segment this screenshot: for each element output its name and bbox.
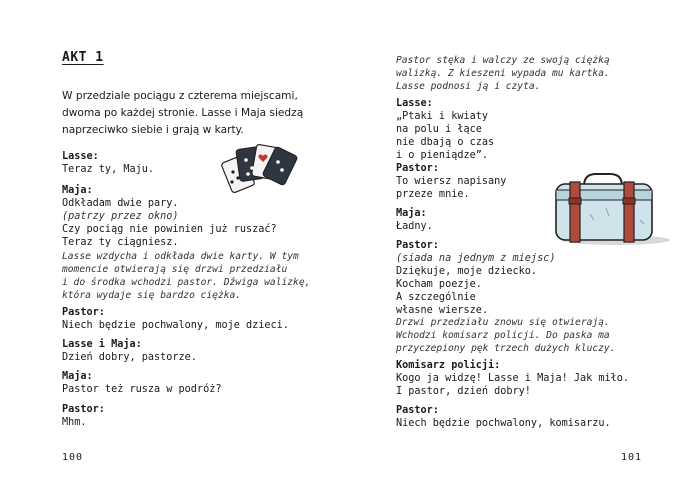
stage-direction-line: i do środka wchodzi pastor. Dźwiga walizkę, — [62, 277, 311, 288]
speaker-name: Pastor: — [62, 307, 105, 318]
speaker-name: Pastor: — [62, 404, 105, 415]
stage-direction-line: Pastor stęka i walczy ze swoją ciężką — [396, 55, 610, 66]
dialogue-line: Niech będzie pochwalony, komisarzu. — [396, 418, 611, 429]
poem-line: na polu i łące — [396, 124, 482, 135]
dialogue-line: Czy pociąg nie powinien już ruszać? — [62, 224, 277, 235]
dialogue-line: To wiersz napisany — [396, 176, 507, 187]
stage-direction-line: Drzwi przedziału znowu się otwierają. — [396, 317, 610, 328]
stage-direction-line: walizką. Z kieszeni wypada mu kartka. — [396, 68, 610, 79]
stage-direction-line: Lasse wzdycha i odkłada dwie karty. W tym — [62, 251, 299, 262]
dialogue-line: Dziękuje, moje dziecko. — [396, 266, 538, 277]
dialogue-line: Niech będzie pochwalony, moje dzieci. — [62, 320, 289, 331]
page-number-left: 100 — [62, 452, 84, 463]
speaker-name: Lasse i Maja: — [62, 339, 142, 350]
speaker-name: Maja: — [62, 371, 93, 382]
page-number-right: 101 — [621, 452, 643, 463]
stage-direction: (patrzy przez okno) — [62, 211, 179, 222]
speaker-name: Lasse: — [396, 98, 433, 109]
suitcase-illustration — [546, 164, 672, 248]
dialogue-line: Teraz ty, Maju. — [62, 164, 155, 175]
poem-line: „Ptaki i kwiaty — [396, 111, 489, 122]
dialogue-line: A szczególnie — [396, 292, 476, 303]
speaker-name: Lasse: — [62, 151, 99, 162]
speaker-name: Pastor: — [396, 163, 439, 174]
dialogue-block — [396, 404, 656, 430]
speaker-name: Pastor: — [396, 240, 439, 251]
stage-direction-line: Lasse podnosi ją i czyta. — [396, 81, 541, 92]
stage-direction-line: przyczepiony pęk trzech dużych kluczy. — [396, 343, 616, 354]
speaker-name: Maja: — [62, 185, 93, 196]
dialogue-block — [396, 359, 676, 398]
stage-direction-paragraph — [396, 54, 656, 93]
poem-line: i o pieniądze”. — [396, 150, 489, 161]
dialogue-line: Kocham poezje. — [396, 279, 482, 290]
stage-direction-line: która wydaje się bardzo ciężka. — [62, 290, 242, 301]
dialogue-block — [396, 97, 656, 162]
stage-direction-paragraph — [396, 316, 656, 355]
dialogue-line: Teraz ty ciągniesz. — [62, 237, 179, 248]
act-title: AKT 1 — [62, 50, 104, 65]
dialogue-line: przeze mnie. — [396, 189, 470, 200]
dialogue-line: Mhm. — [62, 417, 87, 428]
dialogue-line: Odkładam dwie pary. — [62, 198, 179, 209]
speaker-name: Maja: — [396, 208, 427, 219]
dialogue-line: Ładny. — [396, 221, 433, 232]
dialogue-line: I pastor, dzień dobry! — [396, 386, 531, 397]
speaker-name: Komisarz policji: — [396, 360, 501, 371]
stage-direction-line: momencie otwierają się drzwi przedziału — [62, 264, 288, 275]
dialogue-line: Kogo ja widzę! Lasse i Maja! Jak miło. — [396, 373, 630, 384]
dialogue-line: Dzień dobry, pastorze. — [62, 352, 197, 363]
dialogue-line: własne wiersze. — [396, 305, 489, 316]
stage-direction-line: Wchodzi komisarz policji. Do paska ma — [396, 330, 610, 341]
speaker-name: Pastor: — [396, 405, 439, 416]
dialogue-line: Pastor też rusza w podróż? — [62, 384, 222, 395]
poem-line: nie dbają o czas — [396, 137, 495, 148]
stage-direction: (siada na jednym z miejsc) — [396, 253, 556, 264]
dialogue-block — [396, 239, 656, 317]
scene-intro: W przedziale pociągu z czterema miejscami, dwoma po każdej stronie. Lasse i Maja siedzą naprzeciwko siebie i grają w karty. — [62, 90, 304, 136]
